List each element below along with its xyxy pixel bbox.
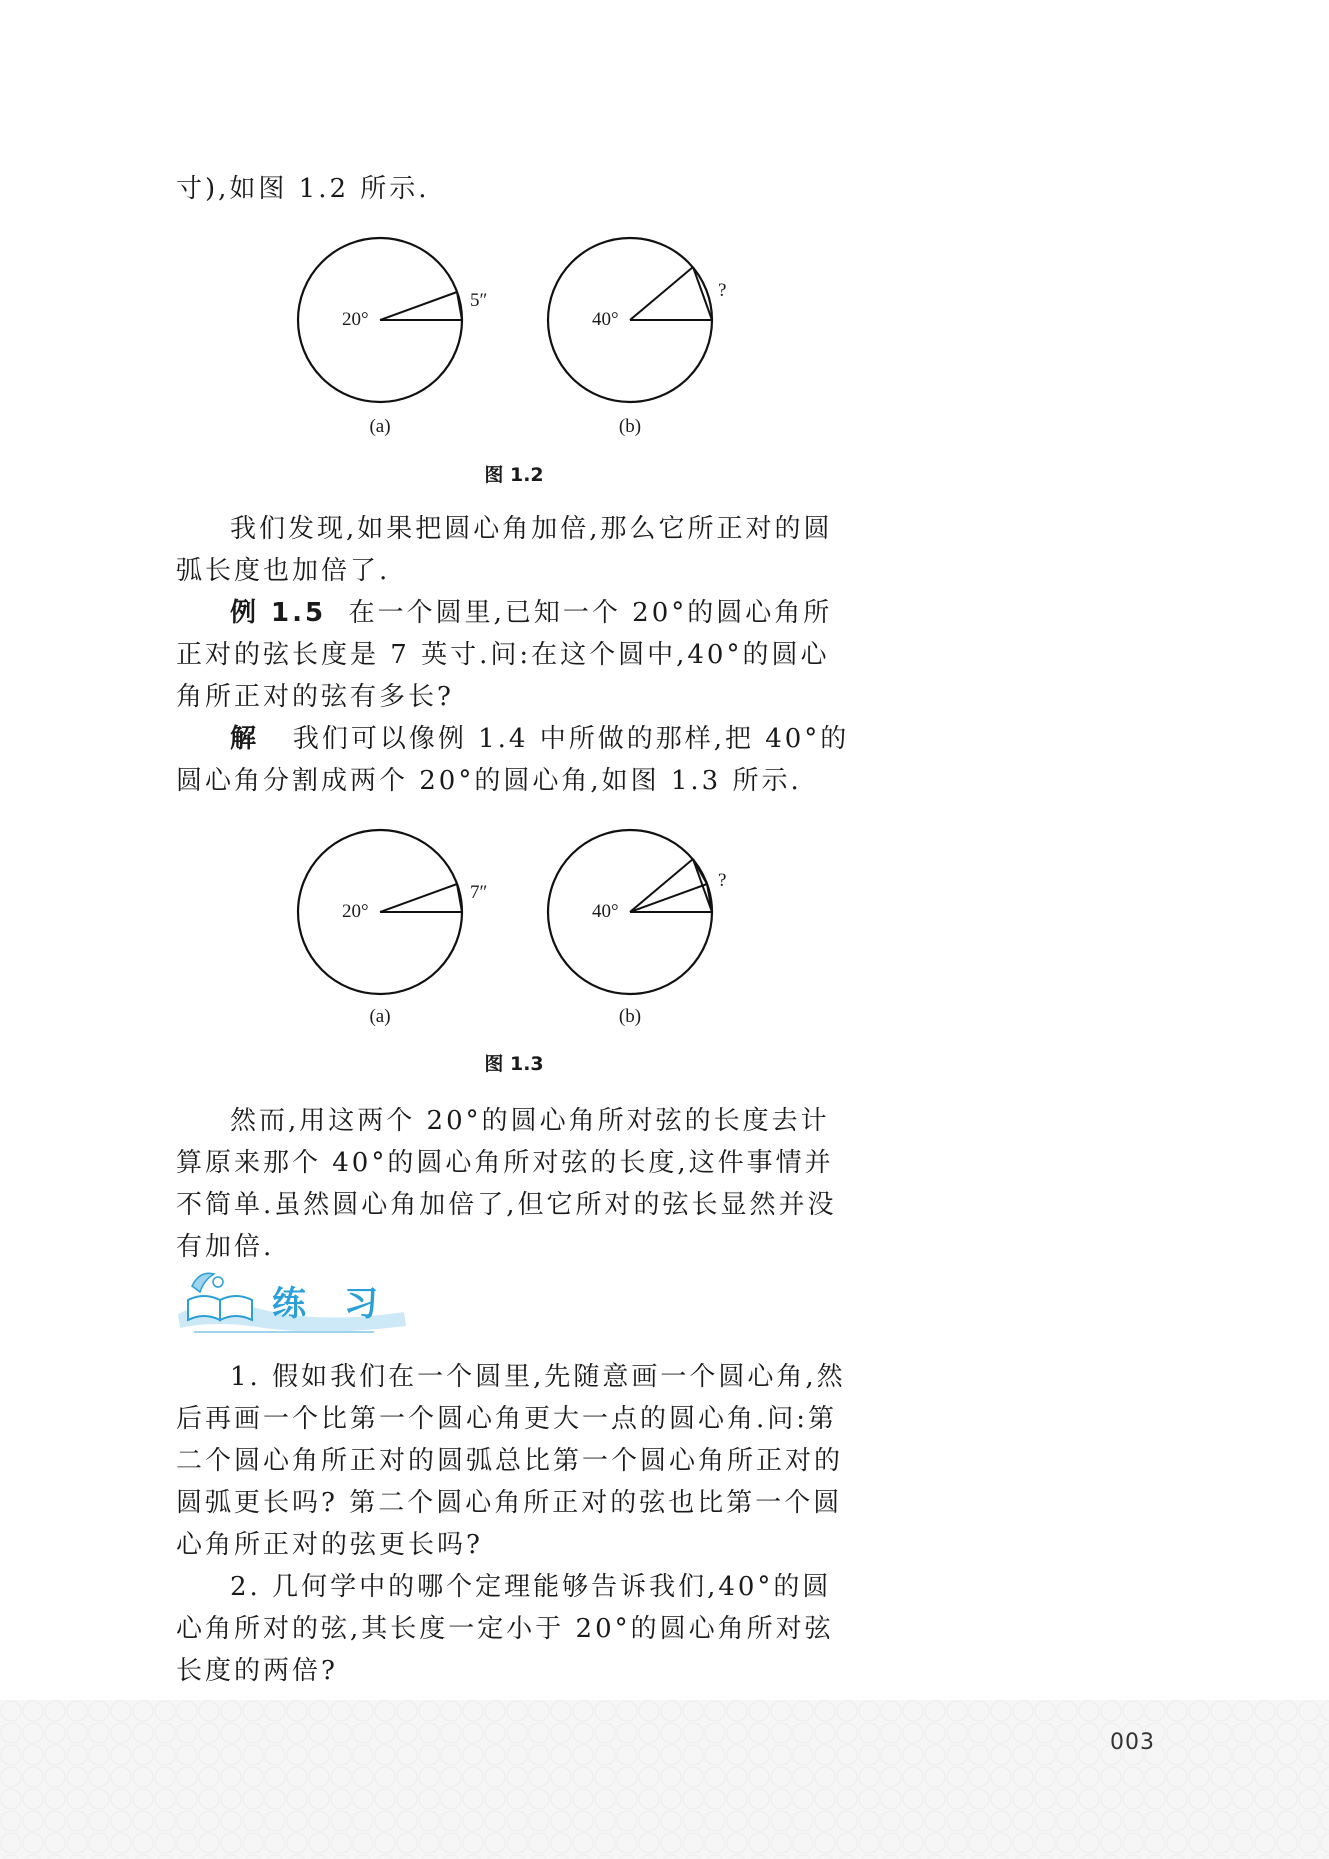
- fig-1-2b-caption: (b): [618, 416, 642, 437]
- figure-1-2-diagram: [290, 236, 750, 426]
- example-label: 例 1.5: [230, 598, 327, 628]
- fig-1-3b-angle-label: 40°: [592, 901, 619, 922]
- example-text: 在一个圆里,已知一个 20°的圆心角所正对的弦长度是 7 英寸.问:在这个圆中,40°的圆心角所正对的弦有多长?: [176, 598, 833, 712]
- example-1-5: [176, 592, 856, 718]
- fig-1-3a-chord-label: 7″: [470, 882, 488, 903]
- figure-1-3-title: 图 1.3: [484, 1053, 544, 1075]
- exercise-title: 练习: [272, 1284, 416, 1324]
- fig-1-3a-caption: (a): [369, 1006, 391, 1027]
- fig-1-2a-angle-label: 20°: [342, 309, 369, 330]
- paragraph-chord-not-doubled: 然而,用这两个 20°的圆心角所对弦的长度去计算原来那个 40°的圆心角所对弦的长度,这件事情并不简单.虽然圆心角加倍了,但它所对的弦长显然并没有加倍.: [176, 1106, 837, 1262]
- fig-1-3b-caption: (b): [618, 1006, 642, 1027]
- page-footer-pattern: [0, 1700, 1329, 1859]
- intro-line: 寸),如图 1.2 所示.: [176, 174, 430, 204]
- solution-text: 我们可以像例 1.4 中所做的那样,把 40°的圆心角分割成两个 20°的圆心角,如图 1.3 所示.: [176, 724, 850, 796]
- exercise-question-1: 1. 假如我们在一个圆里,先随意画一个圆心角,然后再画一个比第一个圆心角更大一点的圆心角.问:第二个圆心角所正对的圆弧总比第一个圆心角所正对的圆弧更长吗? 第二个圆心角所正对的弦也比第一个圆心角所正对的弦更长吗?: [176, 1362, 846, 1560]
- fig-1-2a-chord-label: 5″: [470, 290, 488, 311]
- page-number: 003: [1110, 1730, 1155, 1755]
- figure-1-2-title: 图 1.2: [484, 464, 544, 486]
- fig-1-3a-angle-label: 20°: [342, 901, 369, 922]
- fig-1-2a-caption: (a): [369, 416, 391, 437]
- solution: [176, 718, 856, 802]
- figure-1-3-diagram: [290, 828, 750, 1018]
- exercise-question-2: 2. 几何学中的哪个定理能够告诉我们,40°的圆心角所对的弦,其长度一定小于 20°的圆心角所对弦长度的两倍?: [176, 1572, 834, 1686]
- fig-1-2b-chord-label: ?: [718, 280, 727, 301]
- fig-1-3b-chord-label: ?: [718, 870, 727, 891]
- fig-1-2b-angle-label: 40°: [592, 309, 619, 330]
- paragraph-doubling-arc: 我们发现,如果把圆心角加倍,那么它所正对的圆弧长度也加倍了.: [176, 514, 833, 586]
- solution-label: 解: [230, 724, 260, 754]
